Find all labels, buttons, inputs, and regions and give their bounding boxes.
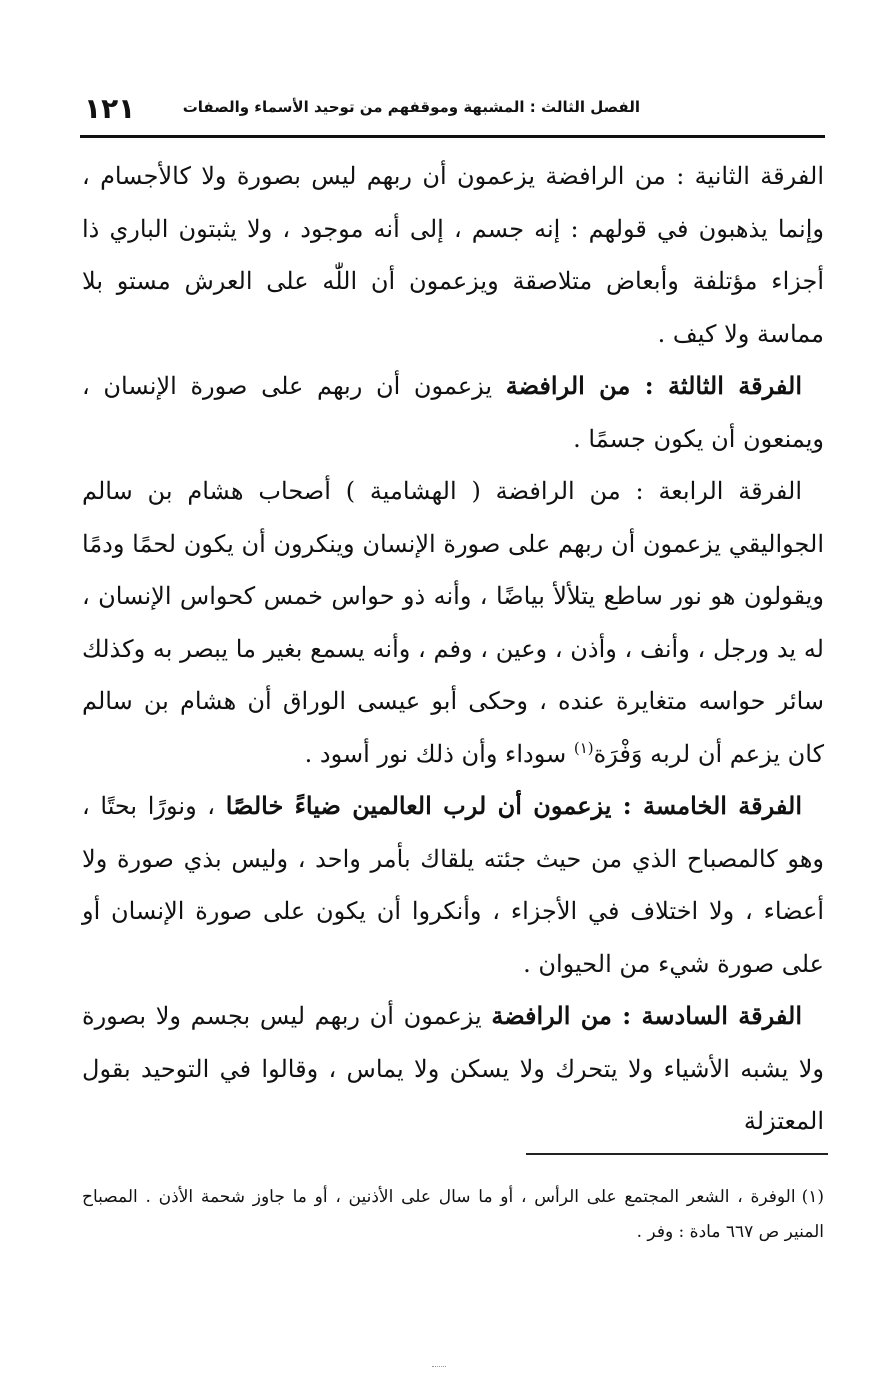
footnote-rule [526, 1153, 828, 1155]
paragraph-2 [82, 360, 824, 465]
paragraph-4-text: ، ونورًا بحتًا ، وهو كالمصباح الذي من حيث جئته يلقاك بأمر واحد ، وليس بذي صورة ولا أعضاء ، ولا اختلاف في الأجزاء ، وأنكروا أن يكون على صورة الإنسان أو على صورة شيء من الحيوان . [82, 792, 824, 978]
footnote [82, 1180, 824, 1250]
paragraph-2-text: يزعمون أن ربهم على صورة الإنسان ، ويمنعون أن يكون جسمًا . [82, 372, 824, 453]
paragraph-5-text: يزعمون أن ربهم ليس بجسم ولا بصورة ولا يشبه الأشياء ولا يتحرك ولا يسكن ولا يماس ، وقالوا في التوحيد بقول المعتزلة [82, 1002, 824, 1135]
body-text [82, 150, 824, 1148]
paragraph-2-heading: الفرقة الثالثة : من الرافضة [505, 371, 803, 400]
paragraph-3-text: الفرقة الرابعة : من الرافضة ( الهشامية ) أصحاب هشام بن سالم الجواليقي يزعمون أن ربهم على صورة الإنسان وينكرون أن يكون لحمًا ودمًا ويقولون هو نور ساطع يتلألأ بياضًا ، وأنه ذو حواس خمس كحواس الإنسان ، له يد ورجل ، وأنف ، وأذن ، وعين ، وفم ، وأنه يسمع بغير ما يبصر به وكذلك سائر حواسه متغايرة عنده ، وحكى أبو عيسى الوراق أن هشام بن سالم كان يزعم أن لربه وَفْرَة [82, 477, 824, 768]
page-header [80, 92, 825, 136]
paragraph-4 [82, 780, 824, 990]
footnote-marker: (١) [801, 1187, 824, 1207]
page-number: ١٢١ [84, 92, 136, 125]
paragraph-3-text-end: سوداء وأن ذلك نور أسود . [304, 739, 574, 768]
paragraph-4-heading: الفرقة الخامسة : يزعمون أن لرب العالمين ضياءً خالصًا [225, 791, 802, 820]
paragraph-5-heading: الفرقة السادسة : من الرافضة [491, 1001, 802, 1030]
paragraph-1 [82, 150, 824, 360]
scan-speck [432, 1366, 446, 1370]
footnote-reference[interactable]: (١) [573, 738, 594, 757]
paragraph-5 [82, 990, 824, 1148]
paragraph-3 [82, 465, 824, 780]
paragraph-1-text: الفرقة الثانية : من الرافضة يزعمون أن ربهم ليس بصورة ولا كالأجسام ، وإنما يذهبون في قولهم : إنه جسم ، إلى أنه موجود ، ولا يثبتون الباري ذا أجزاء مؤتلفة وأبعاض متلاصقة ويزعمون أن اللّٰه على العرش مستو بلا مماسة ولا كيف . [82, 162, 824, 348]
header-rule [80, 135, 825, 138]
footnote-text: الوفرة ، الشعر المجتمع على الرأس ، أو ما سال على الأذنين ، أو ما جاوز شحمة الأذن . المصباح المنير ص ٦٦٧ مادة : وفر . [82, 1187, 824, 1242]
running-title: الفصل الثالث : المشبهة وموقفهم من توحيد الأسماء والصفات [182, 98, 640, 116]
